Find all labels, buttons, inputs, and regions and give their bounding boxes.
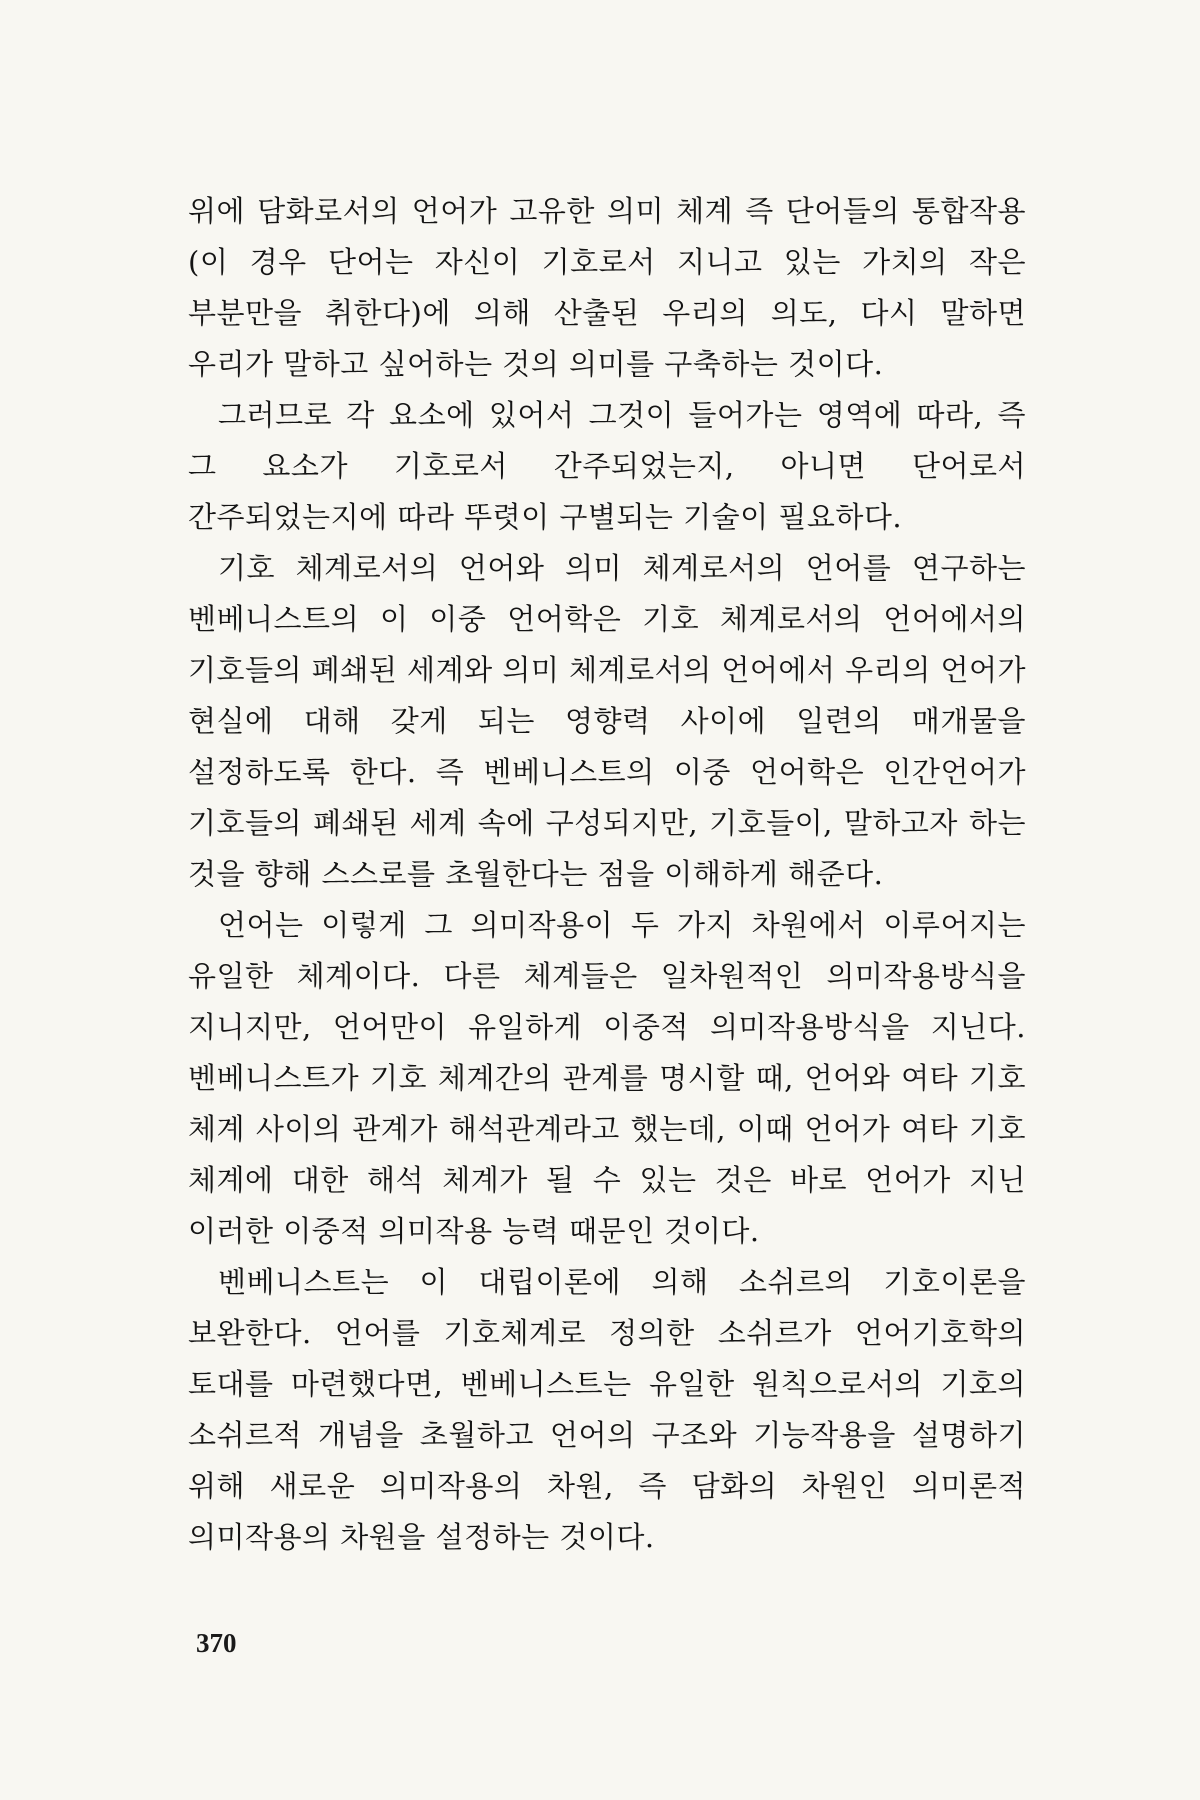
paragraph-3: 기호 체계로서의 언어와 의미 체계로서의 언어를 연구하는 벤베니스트의 이 이중 언어학은 기호 체계로서의 언어에서의 기호들의 폐쇄된 세계와 의미 체계로서의 언어에서 우리의 언어가 현실에 대해 갖게 되는 영향력 사이에 일련의 매개물을 설정하도록 한다. 즉 벤베니스트의 이중 언어학은 인간언어가 기호들의 폐쇄된 세계 속에 구성되지만, 기호들이, 말하고자 하는 것을 향해 스스로를 초월한다는 점을 이해하게 해준다.	[188, 551, 1026, 891]
paragraph-2: 그러므로 각 요소에 있어서 그것이 들어가는 영역에 따라, 즉 그 요소가 기호로서 간주되었는지, 아니면 단어로서 간주되었는지에 따라 뚜렷이 구별되는 기술이 필요하다.	[188, 398, 1026, 534]
body-text	[188, 186, 1026, 1563]
paragraph-1: 위에 담화로서의 언어가 고유한 의미 체계 즉 단어들의 통합작용(이 경우 단어는 자신이 기호로서 지니고 있는 가치의 작은 부분만을 취한다)에 의해 산출된 우리의 의도, 다시 말하면 우리가 말하고 싶어하는 것의 의미를 구축하는 것이다.	[188, 194, 1026, 381]
paragraph-4: 언어는 이렇게 그 의미작용이 두 가지 차원에서 이루어지는 유일한 체계이다. 다른 체계들은 일차원적인 의미작용방식을 지니지만, 언어만이 유일하게 이중적 의미작용방식을 지닌다. 벤베니스트가 기호 체계간의 관계를 명시할 때, 언어와 여타 기호 체계 사이의 관계가 해석관계라고 했는데, 이때 언어가 여타 기호 체계에 대한 해석 체계가 될 수 있는 것은 바로 언어가 지닌 이러한 이중적 의미작용 능력 때문인 것이다.	[188, 908, 1026, 1248]
page-number: 370	[196, 1628, 237, 1658]
paragraph-5: 벤베니스트는 이 대립이론에 의해 소쉬르의 기호이론을 보완한다. 언어를 기호체계로 정의한 소쉬르가 언어기호학의 토대를 마련했다면, 벤베니스트는 유일한 원칙으로서의 기호의 소쉬르적 개념을 초월하고 언어의 구조와 기능작용을 설명하기 위해 새로운 의미작용의 차원, 즉 담화의 차원인 의미론적 의미작용의 차원을 설정하는 것이다.	[188, 1265, 1026, 1554]
